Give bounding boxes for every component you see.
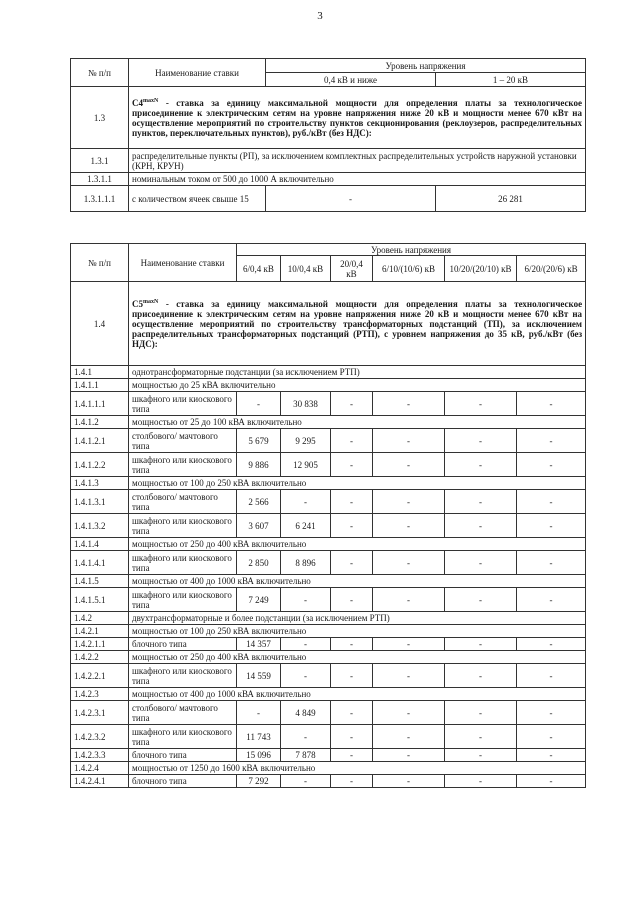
row-value: - [373,701,445,725]
table-row [71,416,586,429]
row-num: 1.4.2 [71,612,129,625]
table-row [71,490,586,514]
row-name: шкафного или киоскового типа [129,664,237,688]
row-value: - [517,638,586,651]
row-value: 30 838 [281,392,331,416]
row-num: 1.4.2.1 [71,625,129,638]
rates-table-c5 [70,243,586,788]
row-num: 1.4.1.5.1 [71,588,129,612]
row-num: 1.4.1.1 [71,379,129,392]
row-value: - [373,638,445,651]
row-value: - [331,749,373,762]
row-name: блочного типа [129,638,237,651]
row-section-label: однотрансформаторные подстанции (за исключением РТП) [129,366,586,379]
table-row [71,638,586,651]
table-row [71,749,586,762]
header-voltage-mid: 1 – 20 кВ [436,73,586,87]
row-value: 14 357 [237,638,281,651]
row-value: - [237,392,281,416]
row-value: - [445,725,517,749]
header-num: № п/п [71,244,129,282]
row-value: 5 679 [237,429,281,453]
table-row [71,701,586,725]
row-value: 2 566 [237,490,281,514]
table-row [71,366,586,379]
table-row [71,612,586,625]
row-value: - [445,453,517,477]
row-section-label: мощностью от 250 до 400 кВА включительно [129,538,586,551]
row-name: блочного типа [129,749,237,762]
row-value: 3 607 [237,514,281,538]
row-value: 11 743 [237,725,281,749]
header-voltage-level: Уровень напряжения [237,244,586,256]
row-section-label: мощностью от 100 до 250 кВА включительно [129,477,586,490]
row-value: 6 241 [281,514,331,538]
header-num: № п/п [71,59,129,87]
table-row [71,775,586,788]
row-value: 7 878 [281,749,331,762]
table-row [71,379,586,392]
row-value: - [373,775,445,788]
row-value: - [331,664,373,688]
header-voltage-col: 10/20/(20/10) кВ [445,256,517,282]
row-value: - [445,551,517,575]
table-row [71,725,586,749]
header-voltage-col: 10/0,4 кВ [281,256,331,282]
row-name: столбового/ мачтового типа [129,429,237,453]
row-num: 1.3.1.1 [71,173,129,186]
row-name: блочного типа [129,775,237,788]
row-value: - [331,490,373,514]
row-name: столбового/ мачтового типа [129,490,237,514]
row-value: - [517,429,586,453]
row-num: 1.4.1.1.1 [71,392,129,416]
row-section-label: мощностью до 25 кВА включительно [129,379,586,392]
row-value: - [331,429,373,453]
row-value: 7 292 [237,775,281,788]
row-num: 1.3 [71,87,129,149]
row-value: - [331,775,373,788]
row-value: - [445,490,517,514]
rate-text: - ставка за единицу максимальной мощности для определения платы за технологическое присоединение к электрическим сетям на уровне напряжения ниже 20 кВ и мощности менее 670 кВт на осуществление мероприятий по строительству пунктов секционирования (реклоузеров, распределительных пунктов, переключательных пунктов), руб./кВт (без НДС): [132,97,582,138]
row-value: 2 850 [237,551,281,575]
row-value: - [237,701,281,725]
row-value: - [331,453,373,477]
row-num: 1.4.1.4.1 [71,551,129,575]
row-value: 4 849 [281,701,331,725]
header-voltage-low: 0,4 кВ и ниже [266,73,436,87]
row-value: - [281,775,331,788]
row-value: 26 281 [436,186,586,212]
row-value: - [373,490,445,514]
row-value: 14 559 [237,664,281,688]
row-value: - [331,514,373,538]
row-name: столбового/ мачтового типа [129,701,237,725]
row-value: - [445,429,517,453]
row-name: с количеством ячеек свыше 15 [129,186,266,212]
row-value: 9 886 [237,453,281,477]
table-row [71,551,586,575]
table-row [71,575,586,588]
header-voltage-level: Уровень напряжения [266,59,586,73]
table-row [71,625,586,638]
row-value: - [373,664,445,688]
table-row [71,588,586,612]
row-section-label: мощностью от 1250 до 1600 кВА включительно [129,762,586,775]
row-num: 1.4 [71,282,129,366]
row-section-label: двухтрансформаторные и более подстанции (за исключением РТП) [129,612,586,625]
row-value: - [373,749,445,762]
row-num: 1.4.1.2.2 [71,453,129,477]
row-value: - [517,749,586,762]
table-row [71,392,586,416]
row-num: 1.4.1 [71,366,129,379]
row-value: - [281,490,331,514]
row-value: - [281,638,331,651]
row-value: - [331,701,373,725]
row-value: - [445,749,517,762]
row-value: 9 295 [281,429,331,453]
row-name: шкафного или киоскового типа [129,551,237,575]
row-section-label: мощностью от 250 до 400 кВА включительно [129,651,586,664]
row-value: - [331,551,373,575]
rate-symbol-sup: maxN [143,97,159,104]
row-value: - [373,551,445,575]
rates-table-c4 [70,58,586,212]
table-row [71,651,586,664]
table-row [71,538,586,551]
rate-symbol-sup: maxN [143,298,159,305]
table-row [71,688,586,701]
row-num: 1.4.1.2.1 [71,429,129,453]
row-section-label: мощностью от 100 до 250 кВА включительно [129,625,586,638]
row-value: - [373,392,445,416]
row-value: - [281,664,331,688]
row-name: шкафного или киоскового типа [129,453,237,477]
row-section-label: мощностью от 400 до 1000 кВА включительно [129,688,586,701]
table-row [71,762,586,775]
row-value: - [331,725,373,749]
row-num: 1.4.2.4 [71,762,129,775]
row-value: - [517,453,586,477]
row-num: 1.4.2.4.1 [71,775,129,788]
rate-c4-description [129,87,586,149]
header-rate-name: Наименование ставки [129,59,266,87]
row-value: - [281,588,331,612]
row-value: - [445,514,517,538]
row-value: - [517,725,586,749]
row-value: - [445,701,517,725]
row-num: 1.4.2.3.3 [71,749,129,762]
table-row [71,453,586,477]
row-value: - [373,588,445,612]
table-row [71,514,586,538]
header-voltage-col: 6/0,4 кВ [237,256,281,282]
row-value: - [517,588,586,612]
table-row [71,429,586,453]
rate-text: - ставка за единицу максимальной мощности для определения платы за технологическое присоединение к электрическим сетям на уровне напряжения ниже 20 кВ и мощности менее 670 кВт на осуществление мероприятий по строительству трансформаторных подстанций (ТП), за исключением распределительных трансформаторных подстанций (РТП), с уровнем напряжения до 35 кВ, руб./кВт (без НДС): [132,298,583,349]
row-num: 1.3.1.1.1 [71,186,129,212]
row-value: 7 249 [237,588,281,612]
row-name: шкафного или киоскового типа [129,725,237,749]
row-value: - [266,186,436,212]
row-value: - [373,453,445,477]
row-value: 8 896 [281,551,331,575]
row-section-label: распределительные пункты (РП), за исключением комплектных распределительных устройств наружной установки (КРН, КРУН) [129,149,586,173]
row-value: - [445,588,517,612]
row-value: - [373,514,445,538]
row-num: 1.4.1.4 [71,538,129,551]
row-name: шкафного или киоскового типа [129,392,237,416]
row-num: 1.4.1.3.1 [71,490,129,514]
row-value: - [373,725,445,749]
row-section-label: мощностью от 400 до 1000 кВА включительно [129,575,586,588]
row-value: - [373,429,445,453]
row-value: - [517,514,586,538]
row-value: - [517,490,586,514]
row-value: - [517,664,586,688]
row-name: шкафного или киоскового типа [129,514,237,538]
row-num: 1.4.2.2 [71,651,129,664]
row-value: - [517,551,586,575]
row-num: 1.4.1.5 [71,575,129,588]
header-voltage-col: 20/0,4 кВ [331,256,373,282]
row-value: - [281,725,331,749]
row-value: - [517,392,586,416]
header-voltage-col: 6/10/(10/6) кВ [373,256,445,282]
row-num: 1.4.2.3.1 [71,701,129,725]
row-value: 15 096 [237,749,281,762]
row-num: 1.3.1 [71,149,129,173]
header-rate-name: Наименование ставки [129,244,237,282]
rate-symbol: С4 [132,97,143,108]
row-num: 1.4.1.3 [71,477,129,490]
row-section-label: номинальным током от 500 до 1000 А включительно [129,173,586,186]
row-num: 1.4.1.2 [71,416,129,429]
row-value: - [517,775,586,788]
table-row [71,477,586,490]
row-value: - [331,588,373,612]
row-num: 1.4.2.3 [71,688,129,701]
row-value: - [445,664,517,688]
header-voltage-col: 6/20/(20/6) кВ [517,256,586,282]
row-section-label: мощностью от 25 до 100 кВА включительно [129,416,586,429]
row-num: 1.4.2.1.1 [71,638,129,651]
row-value: 12 905 [281,453,331,477]
row-value: - [517,701,586,725]
row-value: - [445,775,517,788]
row-num: 1.4.2.3.2 [71,725,129,749]
row-value: - [331,638,373,651]
row-name: шкафного или киоскового типа [129,588,237,612]
table-row [71,664,586,688]
page-number: 3 [317,10,323,22]
rate-symbol: С5 [132,298,143,309]
row-num: 1.4.1.3.2 [71,514,129,538]
row-value: - [445,638,517,651]
row-num: 1.4.2.2.1 [71,664,129,688]
row-value: - [445,392,517,416]
row-value: - [331,392,373,416]
rate-c5-description [129,282,586,366]
